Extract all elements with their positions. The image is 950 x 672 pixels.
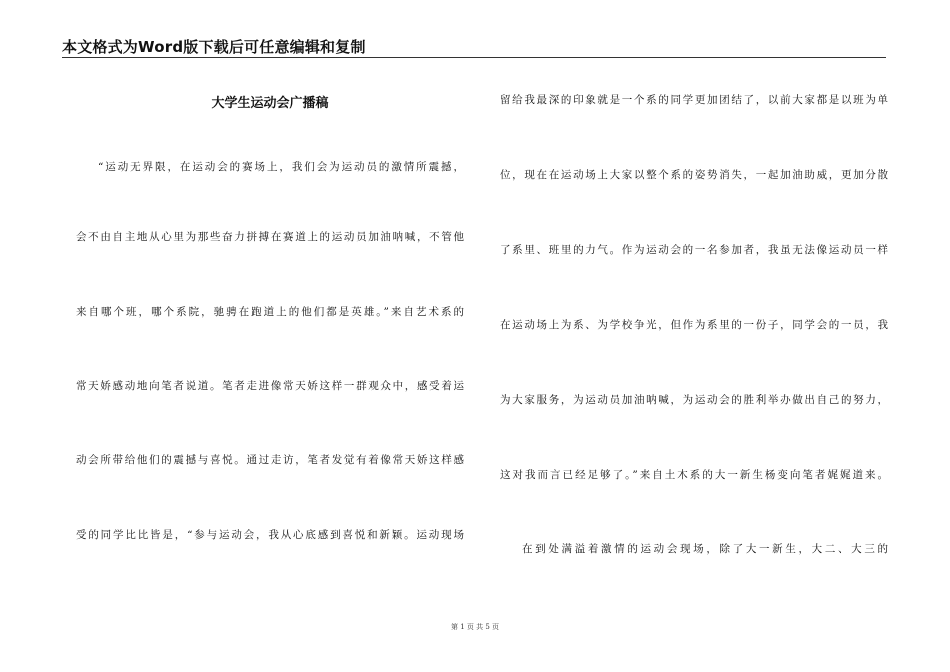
text-line: 了系里、班里的力气。作为运动会的一名参加者，我虽无法像运动员一样	[500, 244, 888, 256]
text-line: 留给我最深的印象就是一个系的同学更加团结了，以前大家都是以班为单	[500, 94, 888, 106]
text-line: 会不由自主地从心里为那些奋力拼搏在赛道上的运动员加油呐喊，不管他	[76, 231, 464, 243]
text-line: 在运动场上为系、为学校争光，但作为系里的一份子，同学会的一员，我	[500, 319, 888, 331]
text-line: 在到处满溢着激情的运动会现场，除了大一新生，大二、大三的	[522, 543, 888, 555]
text-line: 位，现在在运动场上大家以整个系的姿势消失，一起加油助威，更加分散	[500, 169, 888, 181]
page-number: 第 1 页 共 5 页	[450, 623, 500, 631]
text-line: 受的同学比比皆是，“参与运动会，我从心底感到喜悦和新颖。运动现场	[76, 529, 464, 541]
text-line: 来自哪个班，哪个系院，驰骋在跑道上的他们都是英雄。”来自艺术系的	[76, 306, 464, 318]
right-column	[500, 0, 888, 600]
text-line: “运动无界限，在运动会的赛场上，我们会为运动员的激情所震撼，	[98, 161, 464, 173]
text-line: 为大家服务，为运动员加油呐喊，为运动会的胜利举办做出自己的努力，	[500, 394, 888, 406]
left-column	[76, 0, 464, 600]
text-line: 这对我而言已经足够了。”来自土木系的大一新生杨变向笔者娓娓道来。	[500, 469, 888, 481]
text-line: 动会所带给他们的震撼与喜悦。通过走访，笔者发觉有着像常天娇这样感	[76, 454, 464, 466]
document-title: 大学生运动会广播稿	[211, 96, 329, 111]
document-header: 本文格式为Word版下载后可任意编辑和复制	[62, 38, 366, 56]
text-line: 常天娇感动地向笔者说道。笔者走进像常天娇这样一群观众中，感受着运	[76, 380, 464, 392]
